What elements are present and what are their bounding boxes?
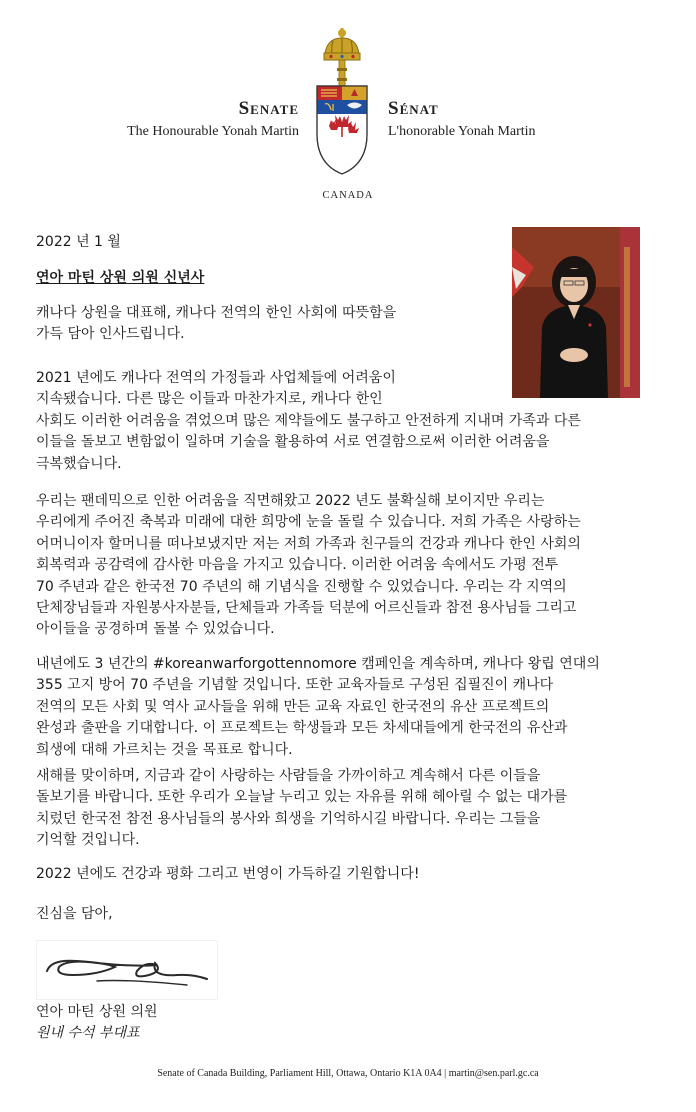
signer-role: 원내 수석 부대표 (36, 1025, 140, 1041)
senate-label-en: Senate (238, 98, 299, 119)
letter-date: 2022 년 1 월 (36, 234, 121, 250)
text-line: 어머니이자 할머니를 떠나보냈지만 저는 저희 가족과 친구들의 건강과 캐나다 한인 사회의 (36, 535, 581, 552)
paragraph-2021 (36, 368, 646, 475)
letter-title: 연아 마틴 상원 의원 신년사 (36, 270, 205, 286)
text-line: 캐나다 상원을 대표해, 캐나다 전역의 한인 사회에 따뜻함을 (36, 305, 397, 321)
text-line: 우리는 팬데믹으로 인한 어려움을 직면해왔고 2022 년도 불확실해 보이지만 우리는 (36, 493, 545, 509)
text-line: 기억할 것입니다. (36, 832, 140, 849)
senate-crest-icon (311, 24, 373, 184)
text-line: 돌보기를 바랍니다. 또한 우리가 오늘날 누리고 있는 자유를 위해 헤아릴 수 없는 대가를 (36, 789, 568, 806)
text-line: 우리에게 주어진 축복과 미래에 대한 희망에 눈을 돌릴 수 있습니다. 저희 가족은 사랑하는 (36, 514, 581, 531)
letterhead (0, 0, 696, 210)
senator-name-fr: L'honorable Yonah Martin (388, 124, 536, 139)
text-line: 회복력과 공감력에 감사한 마음을 가지고 있습니다. 이러한 어려움 속에서도 가평 전투 (36, 557, 559, 574)
senator-name-en: The Honourable Yonah Martin (127, 124, 299, 139)
senate-label-fr: Sénat (388, 98, 439, 119)
text-line: 희생에 대해 가르치는 것을 목표로 합니다. (36, 741, 293, 758)
text-line: 2021 년에도 캐나다 전역의 가정들과 사업체들에 어려움이 (36, 370, 396, 386)
paragraph-wishes (36, 864, 646, 885)
text-line: 지속됐습니다. 다른 많은 이들과 마찬가지로, 캐나다 한인 (36, 391, 383, 408)
text-line: 아이들을 공경하며 돌볼 수 있었습니다. (36, 621, 275, 638)
text-line: 내년에도 3 년간의 #koreanwarforgottennomore 캠페인을 계속하며, 캐나다 왕립 연대의 (36, 656, 600, 672)
footer-address: Senate of Canada Building, Parliament Hill, Ottawa, Ontario K1A 0A4 | martin@sen.parl.gc.ca (157, 1068, 539, 1079)
text-line: 단체장님들과 자원봉사자분들, 단체들과 가족들 덕분에 어르신들과 참전 용사님들 그리고 (36, 600, 577, 617)
text-line: 2022 년에도 건강과 평화 그리고 번영이 가득하길 기원합니다! (36, 866, 420, 882)
letterhead-english (127, 98, 299, 141)
text-line: 355 고지 방어 70 주년을 기념할 것입니다. 또한 교육자들로 구성된 집필진이 캐나다 (36, 677, 554, 694)
text-line: 극복했습니다. (36, 455, 122, 472)
paragraph-greeting (36, 303, 646, 346)
text-line: 사회도 이러한 어려움을 겪었으며 많은 제약들에도 불구하고 안전하게 지내며 가족과 다른 (36, 412, 581, 429)
text-line: 가득 담아 인사드립니다. (36, 326, 185, 343)
country-label: CANADA (322, 190, 374, 201)
signer-name: 연아 마틴 상원 의원 (36, 1004, 158, 1020)
paragraph-new-year (36, 766, 646, 852)
paragraph-next-year (36, 654, 646, 761)
text-line: 전역의 모든 사회 및 역사 교사들을 위해 만든 교육 자료인 한국전의 유산 프로젝트의 (36, 698, 550, 715)
paragraph-pandemic (36, 491, 646, 641)
text-line: 완성과 출판을 기대합니다. 이 프로젝트는 학생들과 모든 차세대들에게 한국전의 유산과 (36, 720, 568, 737)
signer-block (36, 1002, 158, 1044)
text-line: 이들을 돌보고 변함없이 일하며 기술을 활용하여 서로 연결함으로써 이러한 어려움을 (36, 434, 550, 451)
closing-line: 진심을 담아, (36, 906, 113, 922)
signature-box (36, 940, 218, 1000)
text-line: 치렀던 한국전 참전 용사님들의 봉사와 희생을 기억하시길 바랍니다. 우리는 그들을 (36, 810, 541, 827)
signature-icon (37, 941, 217, 999)
text-line: 70 주년과 같은 한국전 70 주년의 해 기념식을 진행할 수 있었습니다. 우리는 각 지역의 (36, 578, 567, 595)
letterhead-french (388, 98, 536, 141)
text-line: 새해를 맞이하며, 지금과 같이 사랑하는 사람들을 가까이하고 계속해서 다른 이들을 (36, 768, 541, 784)
